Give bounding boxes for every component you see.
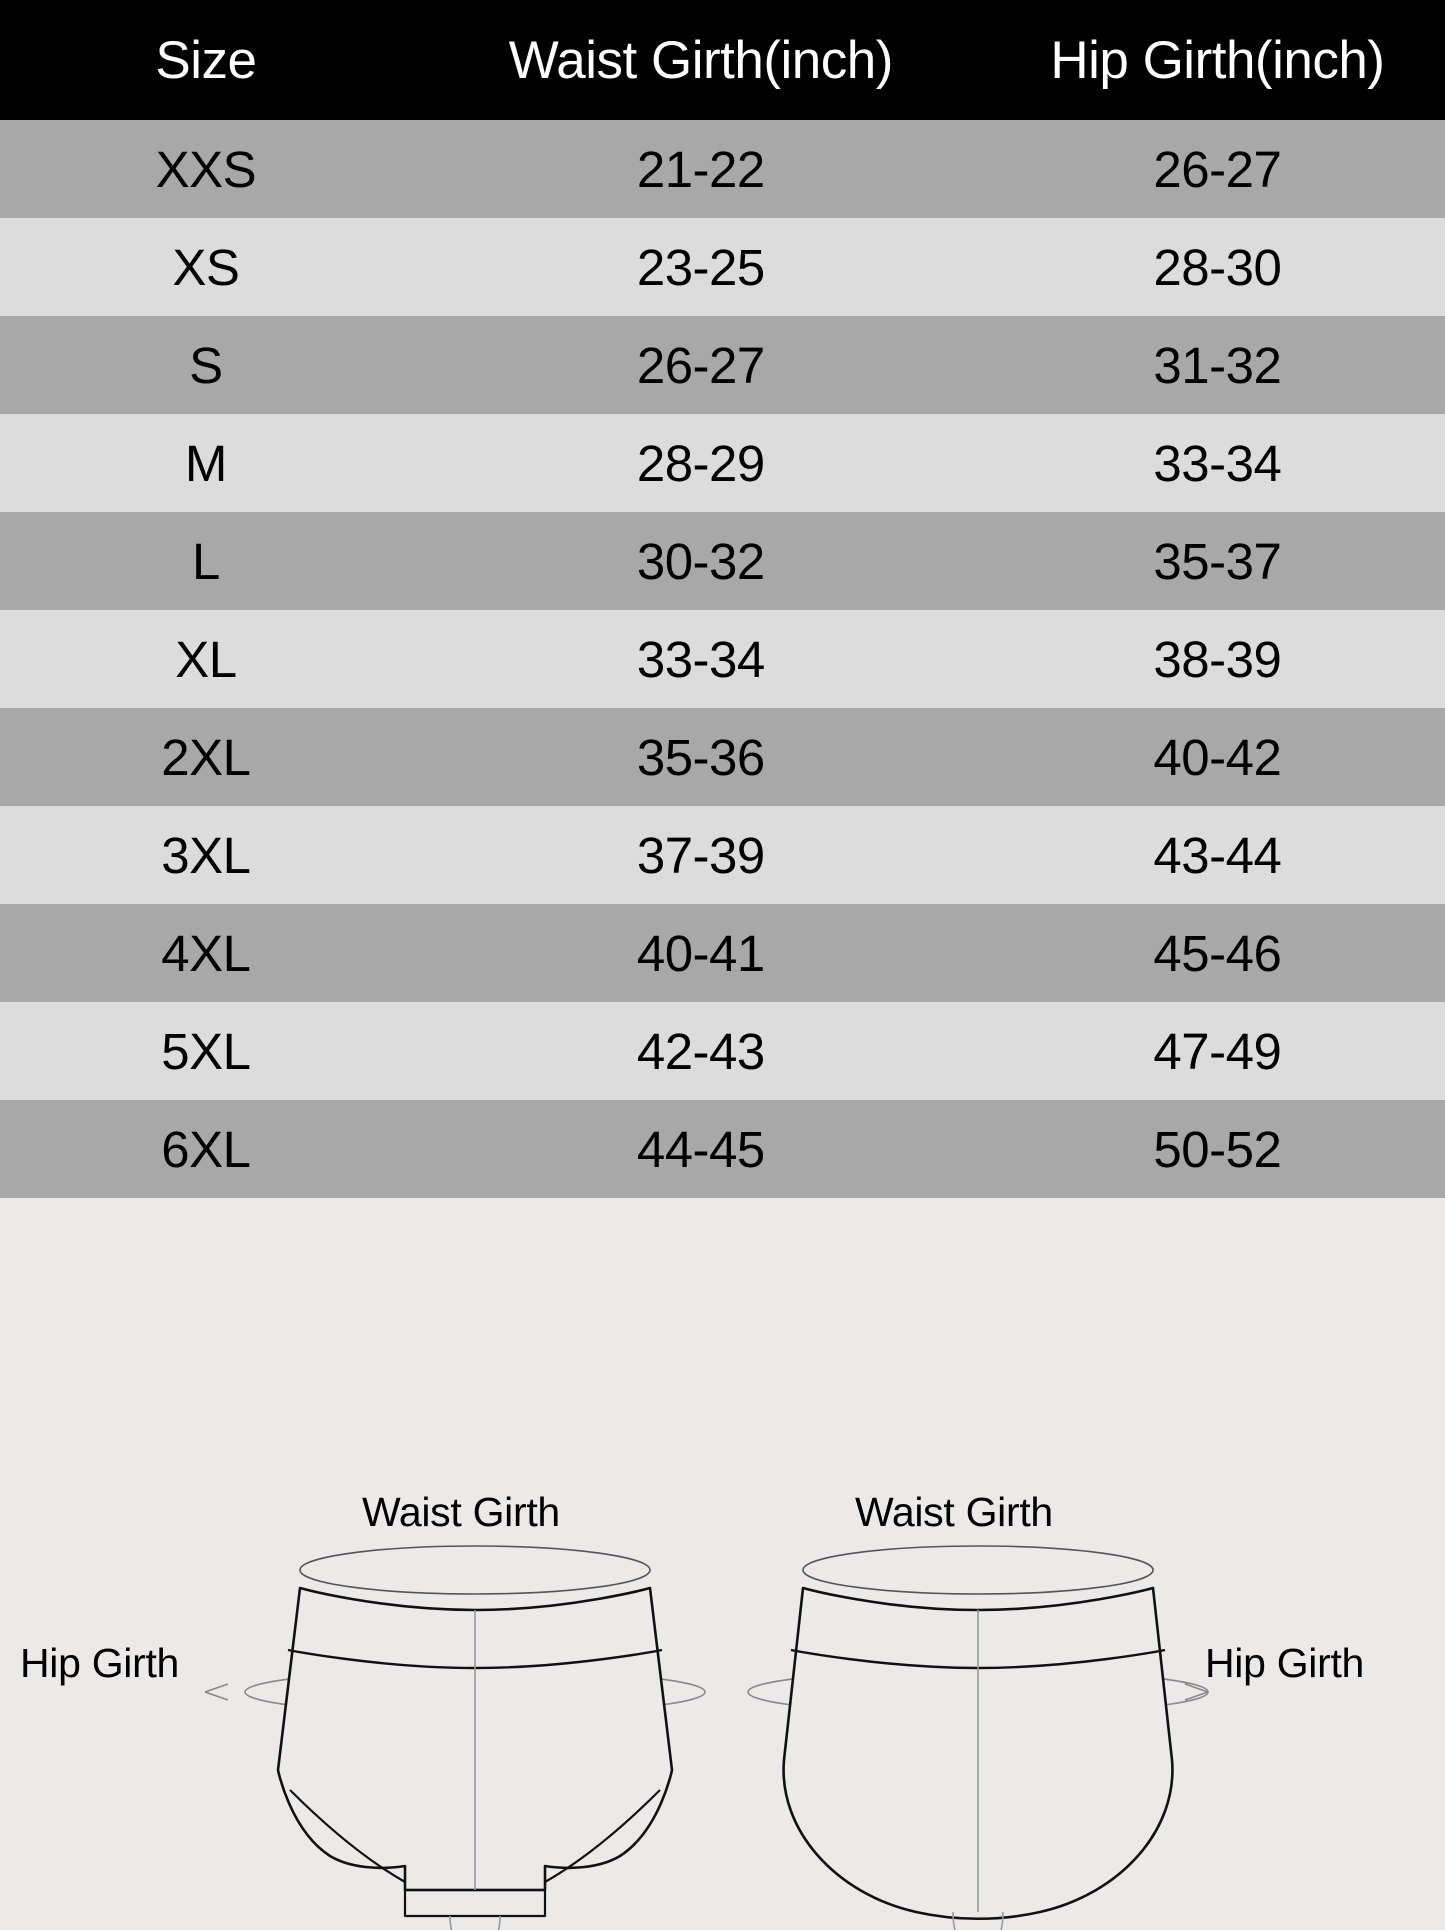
table-row: [0, 120, 1445, 218]
back-view-figure: [748, 1546, 1208, 1930]
header-row: [0, 0, 1445, 120]
table-row: [0, 1100, 1445, 1198]
cell-size: 3XL: [0, 806, 412, 904]
cell-hip: 35-37: [990, 512, 1445, 610]
cell-size: XS: [0, 218, 412, 316]
cell-waist: 23-25: [412, 218, 990, 316]
cell-hip: 50-52: [990, 1100, 1445, 1198]
cell-waist: 42-43: [412, 1002, 990, 1100]
cell-hip: 47-49: [990, 1002, 1445, 1100]
cell-hip: 26-27: [990, 120, 1445, 218]
cell-size: XXS: [0, 120, 412, 218]
underwear-diagram: [0, 1470, 1445, 1930]
waist-girth-label-left: Waist Girth: [362, 1489, 560, 1535]
header-size: Size: [0, 0, 412, 120]
cell-hip: 31-32: [990, 316, 1445, 414]
table-row: [0, 218, 1445, 316]
table-row: [0, 414, 1445, 512]
header-hip-girth: Hip Girth(inch): [990, 0, 1445, 120]
cell-hip: 38-39: [990, 610, 1445, 708]
cell-waist: 35-36: [412, 708, 990, 806]
cell-waist: 33-34: [412, 610, 990, 708]
cell-size: S: [0, 316, 412, 414]
cell-waist: 37-39: [412, 806, 990, 904]
cell-hip: 33-34: [990, 414, 1445, 512]
cell-size: L: [0, 512, 412, 610]
table-header: [0, 0, 1445, 120]
table-row: [0, 610, 1445, 708]
front-view-figure: [245, 1546, 705, 1930]
cell-size: 4XL: [0, 904, 412, 1002]
hip-girth-label-right: Hip Girth: [1205, 1640, 1365, 1686]
cell-waist: 28-29: [412, 414, 990, 512]
cell-waist: 30-32: [412, 512, 990, 610]
table-row: [0, 316, 1445, 414]
table-row: [0, 904, 1445, 1002]
hip-pointer-right: [1185, 1684, 1208, 1700]
table-row: [0, 1002, 1445, 1100]
cell-waist: 21-22: [412, 120, 990, 218]
cell-hip: 45-46: [990, 904, 1445, 1002]
cell-size: XL: [0, 610, 412, 708]
hip-pointer-left: [205, 1684, 228, 1700]
header-waist-girth: Waist Girth(inch): [412, 0, 990, 120]
cell-waist: 26-27: [412, 316, 990, 414]
table-body: [0, 120, 1445, 1198]
waist-girth-label-right: Waist Girth: [855, 1489, 1053, 1535]
cell-size: 5XL: [0, 1002, 412, 1100]
hip-girth-label-left: Hip Girth: [20, 1640, 180, 1686]
cell-waist: 44-45: [412, 1100, 990, 1198]
cell-size: 6XL: [0, 1100, 412, 1198]
cell-waist: 40-41: [412, 904, 990, 1002]
cell-size: 2XL: [0, 708, 412, 806]
table-row: [0, 512, 1445, 610]
cell-hip: 43-44: [990, 806, 1445, 904]
cell-hip: 40-42: [990, 708, 1445, 806]
table-row: [0, 806, 1445, 904]
cell-size: M: [0, 414, 412, 512]
cell-hip: 28-30: [990, 218, 1445, 316]
table-row: [0, 708, 1445, 806]
